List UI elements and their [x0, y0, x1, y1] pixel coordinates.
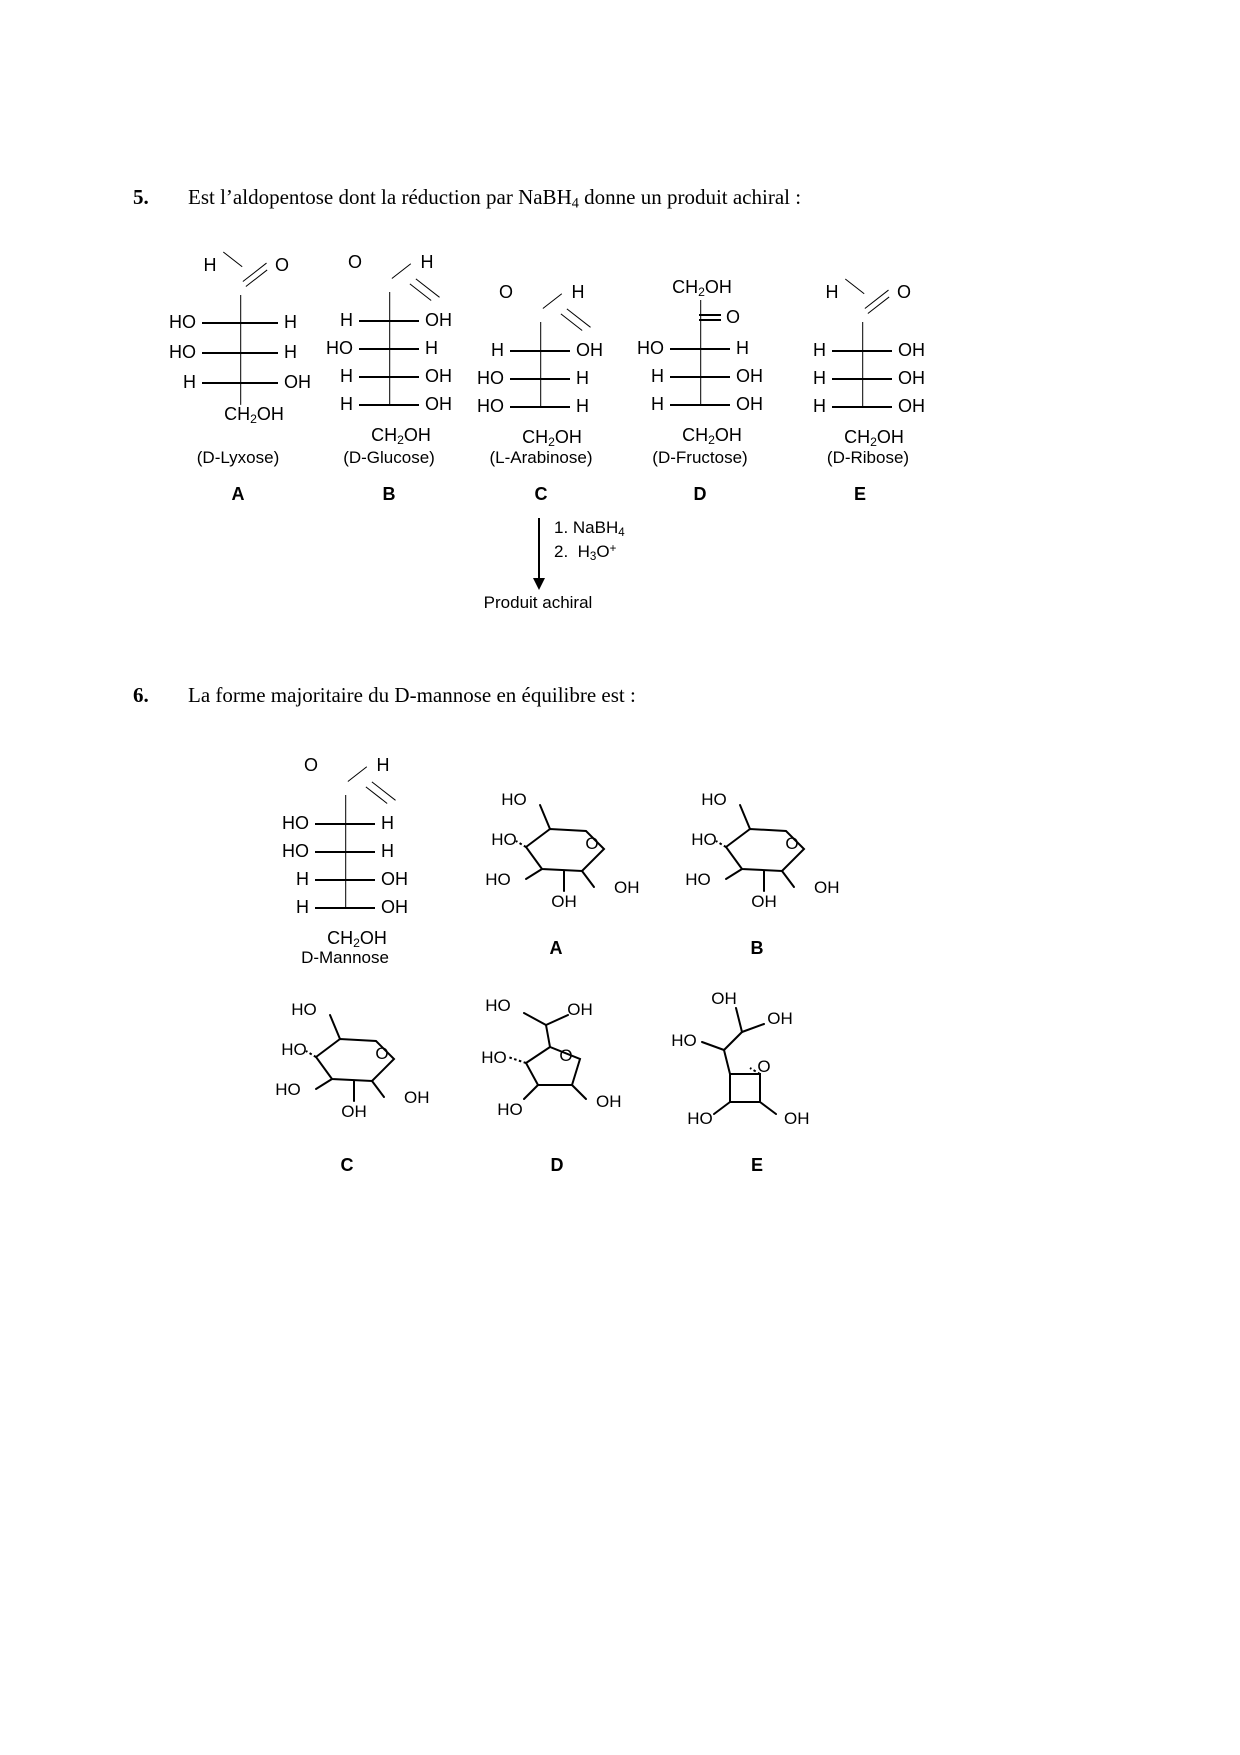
- fischer-structure-d: [637, 276, 763, 447]
- fischer-right-b-3: OH: [425, 366, 452, 386]
- reaction-step-1: 1. NaBH$_4$: [554, 518, 625, 539]
- h-bond-c: [543, 293, 563, 309]
- caption-b: (D-Glucose): [343, 448, 435, 467]
- fischer-rung-d-3: [670, 404, 730, 406]
- ring-d-label-c5: OH: [567, 1000, 593, 1019]
- caption-a: (D-Lyxose): [196, 448, 280, 467]
- answer-letter-q6-e[interactable]: E: [750, 1155, 764, 1175]
- ring-d-label-c3: HO: [481, 1048, 507, 1067]
- ring-structure-a: [478, 775, 668, 920]
- question-5-heading: [133, 185, 801, 213]
- fischer-left-d-1: HO: [637, 338, 664, 358]
- carbonyl-bond-m-2: [366, 786, 388, 804]
- fischer-right-d-1: H: [736, 338, 749, 358]
- carbonyl-o-c: O: [498, 282, 514, 302]
- fischer-left-m-4: H: [296, 897, 309, 917]
- ring-e-label-ring-o: O: [757, 1057, 771, 1076]
- fischer-structure-e: [813, 282, 925, 449]
- carbonyl-h-c: H: [571, 282, 585, 302]
- carbonyl-h-a: H: [203, 255, 217, 275]
- fischer-rung-b-2: [359, 348, 419, 350]
- fischer-left-b-4: H: [340, 394, 353, 414]
- fischer-right-m-2: H: [381, 841, 394, 861]
- reaction-arrow-line: [538, 528, 540, 584]
- h-bond-b: [392, 263, 412, 279]
- fischer-left-e-3: H: [813, 396, 826, 416]
- fischer-spine-c: [540, 322, 542, 407]
- fischer-rung-d-1: [670, 348, 730, 350]
- carbonyl-bond-b-2: [410, 283, 432, 301]
- question-6-heading: [133, 683, 636, 708]
- fischer-rung-b-1: [359, 320, 419, 322]
- ring-b-label-c4: HO: [691, 830, 717, 849]
- reaction-arrow-head: [533, 578, 545, 590]
- ring-a-label-ring-o: O: [585, 834, 599, 853]
- question-6-number: 6.: [133, 683, 149, 707]
- ring-e-label-c5: OH: [767, 1009, 793, 1028]
- fischer-right-e-1: OH: [898, 340, 925, 360]
- fischer-rung-b-4: [359, 404, 419, 406]
- caption-c: (L-Arabinose): [489, 448, 593, 467]
- ring-structure-e: [668, 978, 858, 1133]
- carbonyl-bond-m-1: [372, 781, 396, 801]
- fischer-left-m-2: HO: [282, 841, 309, 861]
- fischer-rung-d-2: [670, 376, 730, 378]
- fischer-right-a-3: OH: [284, 372, 311, 392]
- fischer-right-c-3: H: [576, 396, 589, 416]
- ring-a-label-c3: HO: [485, 870, 511, 889]
- carbonyl-bond-e-2: [868, 297, 890, 315]
- fischer-right-b-1: OH: [425, 310, 452, 330]
- reaction-step-2: 2. $H_3O^+$: [554, 542, 617, 563]
- ring-b-label-c6: HO: [701, 790, 727, 809]
- fischer-left-a-1: HO: [169, 312, 196, 332]
- fischer-left-e-1: H: [813, 340, 826, 360]
- ketone-bond-d-2: [699, 319, 721, 321]
- fischer-left-m-3: H: [296, 869, 309, 889]
- fischer-bottom-d: $CH_2OH$: [682, 424, 742, 447]
- carbonyl-bond-c-1: [567, 308, 591, 328]
- ring-a-label-c1: OH: [614, 878, 640, 897]
- question-6-text: La forme majoritaire du D-mannose en équilibre est :: [188, 683, 636, 707]
- ring-e-label-c6: OH: [711, 989, 737, 1008]
- fischer-left-a-2: HO: [169, 342, 196, 362]
- ring-a-label-c2: OH: [551, 892, 577, 911]
- reaction-product-label: Produit achiral: [483, 593, 593, 612]
- fischer-right-b-4: OH: [425, 394, 452, 414]
- ring-b-label-c2: OH: [751, 892, 777, 911]
- answer-letter-a[interactable]: A: [231, 484, 245, 504]
- carbonyl-bond-a-2: [246, 270, 268, 288]
- answer-letter-e[interactable]: E: [853, 484, 867, 504]
- question-5-text: Est l’aldopentose dont la réduction par NaBH$_4$ donne un produit achiral :: [188, 185, 802, 212]
- ring-c-label-c3: HO: [275, 1080, 301, 1099]
- fischer-spine-d: [700, 300, 702, 405]
- fischer-right-m-4: OH: [381, 897, 408, 917]
- fischer-right-a-2: H: [284, 342, 297, 362]
- carbonyl-o-mannose: O: [303, 755, 319, 775]
- carbonyl-o-b: O: [347, 252, 363, 272]
- fischer-right-d-2: OH: [736, 366, 763, 386]
- fischer-left-e-2: H: [813, 368, 826, 388]
- fischer-rung-c-3: [510, 406, 570, 408]
- ring-structure-b: [678, 775, 868, 920]
- fischer-bottom-a: $CH_2OH$: [224, 403, 284, 426]
- fischer-rung-a-3: [202, 382, 278, 384]
- fischer-rung-m-1: [315, 823, 375, 825]
- fischer-left-d-2: H: [651, 366, 664, 386]
- carbonyl-bond-c-2: [561, 313, 583, 331]
- fischer-right-c-2: H: [576, 368, 589, 388]
- caption-d: (D-Fructose): [652, 448, 748, 467]
- carbonyl-h-e: H: [825, 282, 839, 302]
- ring-d-label-ring-o: O: [559, 1046, 573, 1065]
- ring-d-label-c6: HO: [485, 996, 511, 1015]
- answer-letter-q6-a[interactable]: A: [549, 938, 563, 958]
- carbonyl-h-mannose: H: [376, 755, 390, 775]
- answer-letter-q6-c[interactable]: C: [340, 1155, 354, 1175]
- fischer-structure-b: [326, 252, 452, 447]
- ketone-o-d: O: [726, 307, 741, 327]
- ring-b-label-c1: OH: [814, 878, 840, 897]
- fischer-rung-e-2: [832, 378, 892, 380]
- h-bond-e: [845, 279, 865, 295]
- fischer-right-e-3: OH: [898, 396, 925, 416]
- fischer-spine-e: [862, 322, 864, 407]
- fischer-right-b-2: H: [425, 338, 438, 358]
- fischer-right-e-2: OH: [898, 368, 925, 388]
- ring-a-label-c6: HO: [501, 790, 527, 809]
- ring-e-label-c2: HO: [687, 1109, 713, 1128]
- fischer-left-c-3: HO: [477, 396, 504, 416]
- fischer-left-d-3: H: [651, 394, 664, 414]
- fischer-right-m-1: H: [381, 813, 394, 833]
- fischer-spine-a: [240, 295, 242, 405]
- h-bond-m: [348, 766, 368, 782]
- ring-c-label-c1: OH: [404, 1088, 430, 1107]
- fischer-bottom-e: $CH_2OH$: [844, 426, 904, 449]
- ring-c-label-c2: OH: [341, 1102, 367, 1121]
- ring-a-label-c4: HO: [491, 830, 517, 849]
- fischer-structure-c: [477, 282, 603, 449]
- fischer-structure-a: [169, 255, 311, 426]
- fischer-structure-mannose: [282, 755, 408, 950]
- fischer-rung-e-3: [832, 406, 892, 408]
- ring-d-label-c2: HO: [497, 1100, 523, 1119]
- ketone-bond-d-1: [699, 314, 721, 316]
- ring-structure-d: [468, 985, 658, 1130]
- fructose-top-ch2oh-d: $CH_2OH$: [672, 276, 732, 299]
- carbonyl-o-a: O: [274, 255, 290, 275]
- fischer-left-c-2: HO: [477, 368, 504, 388]
- ring-c-label-c6: HO: [291, 1000, 317, 1019]
- fischer-left-c-1: H: [491, 340, 504, 360]
- answer-letter-b[interactable]: B: [382, 484, 396, 504]
- fischer-right-a-1: H: [284, 312, 297, 332]
- fischer-rung-e-1: [832, 350, 892, 352]
- answer-letter-d[interactable]: D: [693, 484, 707, 504]
- fischer-rung-m-2: [315, 851, 375, 853]
- fischer-left-b-1: H: [340, 310, 353, 330]
- fischer-bottom-c: $CH_2OH$: [522, 426, 582, 449]
- ring-b-label-ring-o: O: [785, 834, 799, 853]
- fischer-rung-c-1: [510, 350, 570, 352]
- fischer-left-b-2: HO: [326, 338, 353, 358]
- carbonyl-bond-b-1: [416, 278, 440, 298]
- fischer-right-c-1: OH: [576, 340, 603, 360]
- answer-letter-q6-b[interactable]: B: [750, 938, 764, 958]
- ring-c-label-ring-o: O: [375, 1044, 389, 1063]
- fischer-rung-m-3: [315, 879, 375, 881]
- ring-d-label-c1: OH: [596, 1092, 622, 1111]
- fischer-left-a-3: H: [183, 372, 196, 392]
- carbonyl-h-b: H: [420, 252, 434, 272]
- fischer-rung-a-2: [202, 352, 278, 354]
- question-5-number: 5.: [133, 185, 149, 209]
- fischer-right-m-3: OH: [381, 869, 408, 889]
- fischer-rung-c-2: [510, 378, 570, 380]
- ring-c-label-c4: HO: [281, 1040, 307, 1059]
- fischer-bottom-mannose: $CH_2OH$: [327, 927, 387, 950]
- carbonyl-o-e: O: [896, 282, 912, 302]
- fischer-rung-b-3: [359, 376, 419, 378]
- fischer-rung-a-1: [202, 322, 278, 324]
- answer-letter-c[interactable]: C: [534, 484, 548, 504]
- fischer-right-d-3: OH: [736, 394, 763, 414]
- caption-mannose: D-Mannose: [301, 948, 389, 967]
- ring-b-label-c3: HO: [685, 870, 711, 889]
- ring-e-label-c1: OH: [784, 1109, 810, 1128]
- ring-e-label-c4: HO: [671, 1031, 697, 1050]
- caption-e: (D-Ribose): [826, 448, 910, 467]
- fischer-left-m-1: HO: [282, 813, 309, 833]
- fischer-bottom-b: $CH_2OH$: [371, 424, 431, 447]
- ring-structure-c: [268, 985, 458, 1130]
- answer-letter-q6-d[interactable]: D: [550, 1155, 564, 1175]
- fischer-left-b-3: H: [340, 366, 353, 386]
- h-bond-a: [223, 252, 243, 268]
- fischer-rung-m-4: [315, 907, 375, 909]
